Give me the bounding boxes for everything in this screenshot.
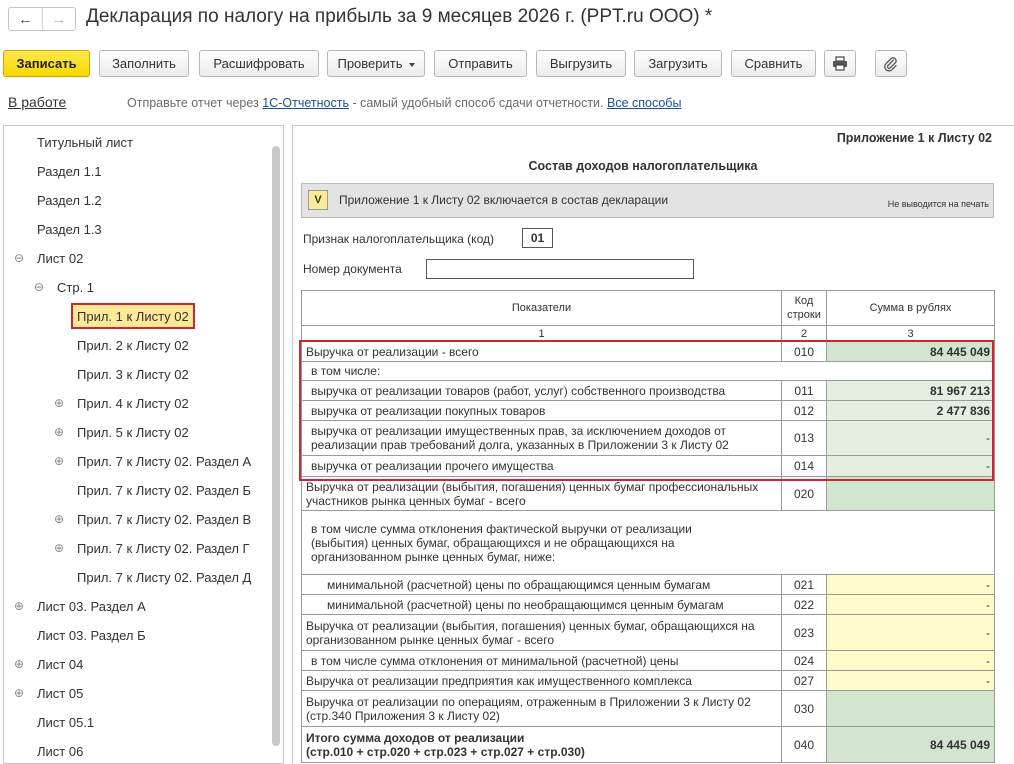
total-label-line1: Итого сумма доходов от реализации bbox=[306, 730, 525, 745]
row-label: Выручка от реализации предприятия как имущественного комплекса bbox=[302, 671, 782, 691]
decode-button[interactable]: Расшифровать bbox=[199, 50, 319, 77]
header-num-1: 1 bbox=[302, 326, 782, 342]
table-row bbox=[302, 651, 995, 671]
row-code: 027 bbox=[782, 671, 827, 691]
table-row bbox=[302, 381, 995, 401]
row-label: в том числе: bbox=[302, 362, 995, 381]
row-code: 021 bbox=[782, 575, 827, 595]
row-value[interactable]: - bbox=[827, 456, 995, 477]
fill-button[interactable]: Заполнить bbox=[99, 50, 189, 77]
appendix-label: Приложение 1 к Листу 02 bbox=[836, 131, 992, 145]
expand-icon[interactable]: ⊕ bbox=[53, 454, 65, 468]
expand-icon[interactable]: ⊕ bbox=[53, 541, 65, 555]
link-all-methods[interactable]: Все способы bbox=[606, 96, 682, 110]
tree-scrollbar[interactable] bbox=[272, 146, 280, 764]
upload-button[interactable]: Выгрузить bbox=[536, 50, 626, 77]
form-panel bbox=[292, 125, 1014, 764]
header-code: Код строки bbox=[782, 291, 827, 326]
tree-item-label: Прил. 1 к Листу 02 bbox=[77, 308, 189, 324]
send-hint-prefix: Отправьте отчет через bbox=[127, 96, 263, 110]
send-button[interactable]: Отправить bbox=[434, 50, 527, 77]
table-row bbox=[302, 575, 995, 595]
tree-item-label: Лист 05.1 bbox=[37, 714, 95, 730]
table-row bbox=[302, 511, 995, 575]
tree-item-label: Прил. 3 к Листу 02 bbox=[77, 366, 189, 382]
row-label: в том числе сумма отклонения от минимальной (расчетной) цены bbox=[302, 651, 782, 671]
tree-item-label: Прил. 7 к Листу 02. Раздел Г bbox=[77, 540, 250, 556]
include-text: Приложение 1 к Листу 02 включается в состав декларации bbox=[339, 193, 669, 207]
document-number-label: Номер документа bbox=[303, 262, 402, 276]
row-value[interactable]: 2 477 836 bbox=[827, 401, 995, 421]
expand-icon[interactable]: ⊕ bbox=[13, 686, 25, 700]
row-code: 020 bbox=[782, 477, 827, 511]
table-row-total bbox=[302, 727, 995, 763]
row-code: 012 bbox=[782, 401, 827, 421]
tree-item-label: Прил. 2 к Листу 02 bbox=[77, 337, 189, 353]
tree-item-label: Лист 02 bbox=[37, 250, 84, 266]
attach-button[interactable] bbox=[875, 50, 907, 77]
back-arrow-icon[interactable]: ← bbox=[17, 10, 33, 28]
row-value[interactable] bbox=[827, 477, 995, 511]
row-code: 040 bbox=[782, 727, 827, 763]
row-label: Выручка от реализации - всего bbox=[302, 342, 782, 362]
collapse-icon[interactable]: ⊖ bbox=[33, 280, 45, 294]
row-code: 023 bbox=[782, 615, 827, 651]
taxpayer-code-field[interactable]: 01 bbox=[522, 228, 553, 248]
print-button[interactable] bbox=[824, 50, 856, 77]
tree-item[interactable] bbox=[71, 303, 195, 329]
table-row bbox=[302, 401, 995, 421]
row-code: 013 bbox=[782, 421, 827, 456]
row-value[interactable]: 81 967 213 bbox=[827, 381, 995, 401]
row-value[interactable]: 84 445 049 bbox=[827, 342, 995, 362]
row-label: Выручка от реализации (выбытия, погашения) ценных бумаг профессиональных участников рынка ценных бумаг - всего bbox=[302, 477, 782, 511]
row-code: 030 bbox=[782, 691, 827, 727]
header-indicators: Показатели bbox=[302, 291, 782, 326]
document-number-field[interactable] bbox=[426, 259, 694, 279]
table-row bbox=[302, 615, 995, 651]
row-code: 022 bbox=[782, 595, 827, 615]
check-dropdown-button[interactable] bbox=[327, 50, 425, 77]
row-code: 011 bbox=[782, 381, 827, 401]
tree-item-label: Лист 06 bbox=[37, 743, 84, 759]
tree-item-label: Прил. 7 к Листу 02. Раздел Б bbox=[77, 482, 252, 498]
row-value[interactable] bbox=[827, 691, 995, 727]
row-value[interactable]: - bbox=[827, 595, 995, 615]
forward-arrow-icon[interactable]: → bbox=[42, 8, 75, 30]
sections-tree bbox=[3, 125, 284, 764]
tree-item-label: Титульный лист bbox=[37, 134, 134, 150]
tree-item-label: Прил. 4 к Листу 02 bbox=[77, 395, 189, 411]
command-bar bbox=[0, 50, 1014, 80]
row-label: выручка от реализации имущественных прав, за исключением доходов от реализации прав требований долга, указанных в Приложении 3 к Листу 02 bbox=[302, 421, 782, 456]
send-hint-suffix: - самый удобный способ сдачи отчетности. bbox=[348, 96, 607, 110]
table-header-row bbox=[302, 291, 995, 326]
include-checkbox[interactable]: V bbox=[308, 190, 328, 210]
row-value[interactable]: 84 445 049 bbox=[827, 727, 995, 763]
row-value[interactable]: - bbox=[827, 671, 995, 691]
tree-item-label: Лист 04 bbox=[37, 656, 84, 672]
load-button[interactable]: Загрузить bbox=[634, 50, 722, 77]
include-panel bbox=[301, 183, 994, 218]
header-num-2: 2 bbox=[782, 326, 827, 342]
table-row bbox=[302, 362, 995, 381]
table-row bbox=[302, 691, 995, 727]
compare-button[interactable]: Сравнить bbox=[731, 50, 816, 77]
expand-icon[interactable]: ⊕ bbox=[13, 599, 25, 613]
total-label-line2: (стр.010 + стр.020 + стр.023 + стр.027 + стр.030) bbox=[306, 744, 585, 759]
expand-icon[interactable]: ⊕ bbox=[53, 512, 65, 526]
header-sum: Сумма в рублях bbox=[827, 291, 995, 326]
expand-icon[interactable]: ⊕ bbox=[53, 396, 65, 410]
row-label: Выручка от реализации по операциям, отраженным в Приложении 3 к Листу 02 (стр.340 Приложения 3 к Листу 02) bbox=[302, 691, 782, 727]
row-label: выручка от реализации покупных товаров bbox=[302, 401, 782, 421]
printer-icon bbox=[832, 56, 848, 71]
tree-item-label: Раздел 1.1 bbox=[37, 163, 102, 179]
navigation-buttons bbox=[8, 7, 76, 31]
header-num-3: 3 bbox=[827, 326, 995, 342]
expand-icon[interactable]: ⊕ bbox=[53, 425, 65, 439]
no-print-note: Не выводится на печать bbox=[887, 199, 989, 209]
send-hint bbox=[127, 96, 681, 110]
table-row bbox=[302, 671, 995, 691]
paperclip-icon bbox=[883, 56, 899, 72]
write-button[interactable]: Записать bbox=[3, 50, 90, 77]
row-code: 010 bbox=[782, 342, 827, 362]
tree-item-label: Стр. 1 bbox=[57, 279, 95, 295]
table-row bbox=[302, 342, 995, 362]
tree-item-label: Прил. 7 к Листу 02. Раздел Д bbox=[77, 569, 252, 585]
row-value[interactable]: - bbox=[827, 651, 995, 671]
row-label: в том числе сумма отклонения фактической выручки от реализации (выбытия) ценных бумаг, обращающихся и не обращающихся на организованном рынке ценных бумаг, ниже: bbox=[302, 511, 995, 575]
table-row bbox=[302, 456, 995, 477]
row-label: минимальной (расчетной) цены по необращающимся ценным бумагам bbox=[302, 595, 782, 615]
row-label: выручка от реализации товаров (работ, услуг) собственного производства bbox=[302, 381, 782, 401]
info-row bbox=[0, 90, 1014, 116]
row-label: Выручка от реализации (выбытия, погашения) ценных бумаг, обращающихся на организованном рынке ценных бумаг - всего bbox=[302, 615, 782, 651]
table-row bbox=[302, 477, 995, 511]
tab-in-work[interactable]: В работе bbox=[8, 94, 67, 110]
taxpayer-code-label: Признак налогоплательщика (код) bbox=[303, 232, 494, 246]
chevron-down-icon bbox=[409, 63, 415, 67]
expand-icon[interactable]: ⊕ bbox=[13, 657, 25, 671]
tree-item-label: Прил. 7 к Листу 02. Раздел А bbox=[77, 453, 252, 469]
check-button-label: Проверить bbox=[337, 56, 403, 71]
form-title: Состав доходов налогоплательщика bbox=[528, 159, 758, 173]
window-title: Декларация по налогу на прибыль за 9 месяцев 2026 г. (PPT.ru ООО) * bbox=[86, 6, 713, 27]
row-value[interactable]: - bbox=[827, 575, 995, 595]
row-label: минимальной (расчетной) цены по обращающимся ценным бумагам bbox=[302, 575, 782, 595]
row-value[interactable]: - bbox=[827, 421, 995, 456]
tree-scrollbar-thumb[interactable] bbox=[272, 146, 280, 746]
row-code: 014 bbox=[782, 456, 827, 477]
table-row bbox=[302, 595, 995, 615]
tree-item-label: Прил. 5 к Листу 02 bbox=[77, 424, 189, 440]
link-1c-reporting[interactable]: 1С-Отчетность bbox=[262, 96, 349, 110]
tree-item-label: Лист 03. Раздел А bbox=[37, 598, 146, 614]
income-table bbox=[301, 290, 995, 763]
table-row bbox=[302, 421, 995, 456]
tree-item-label: Раздел 1.3 bbox=[37, 221, 102, 237]
tree-item-label: Прил. 7 к Листу 02. Раздел В bbox=[77, 511, 252, 527]
tree-item-label: Раздел 1.2 bbox=[37, 192, 102, 208]
row-code: 024 bbox=[782, 651, 827, 671]
row-label: выручка от реализации прочего имущества bbox=[302, 456, 782, 477]
row-value[interactable]: - bbox=[827, 615, 995, 651]
table-number-row bbox=[302, 326, 995, 342]
tree-item-label: Лист 05 bbox=[37, 685, 84, 701]
tree-item-label: Лист 03. Раздел Б bbox=[37, 627, 146, 643]
row-label bbox=[302, 727, 782, 763]
collapse-icon[interactable]: ⊖ bbox=[13, 251, 25, 265]
title-bar bbox=[0, 0, 1014, 38]
